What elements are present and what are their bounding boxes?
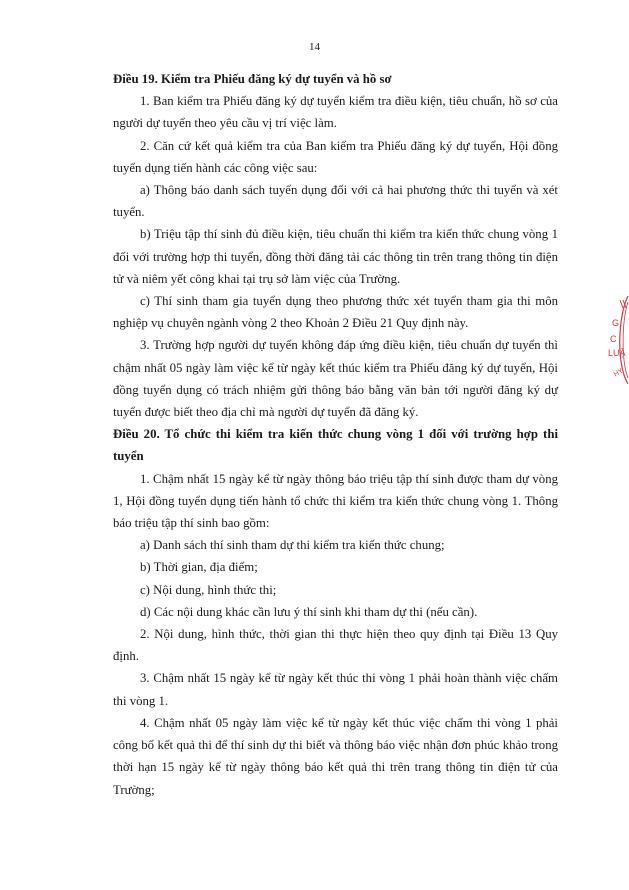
red-seal-stamp-icon (592, 294, 629, 386)
article-19-clause-2: 2. Căn cứ kết quả kiểm tra của Ban kiểm tra Phiếu đăng ký dự tuyển, Hội đồng tuyển dụng tiến hành các công việc sau: (113, 138, 558, 175)
article-19-item-b: b) Triệu tập thí sinh đủ điều kiện, tiêu chuẩn thi kiểm tra kiến thức chung vòng 1 đối với trường hợp thi tuyển, đồng thời đăng tải các thông tin trên trang thông tin điện tử và niêm yết công khai tại trụ sở làm việc của Trường. (113, 227, 558, 286)
article-20-clause-2: 2. Nội dung, hình thức, thời gian thi thực hiện theo quy định tại Điều 13 Quy định. (113, 627, 558, 664)
article-19-item-c: c) Thí sinh tham gia tuyển dụng theo phương thức xét tuyển tham gia thi môn nghiệp vụ chuyên ngành vòng 2 theo Khoản 2 Điều 21 Quy định này. (113, 294, 558, 331)
svg-text:G: G (612, 318, 620, 328)
svg-text:HY: HY (612, 367, 625, 379)
article-20-clause-3: 3. Chậm nhất 15 ngày kể từ ngày kết thúc thi vòng 1 phải hoàn thành việc chấm thi vòng 1. (113, 671, 558, 708)
article-20-item-b: b) Thời gian, địa điểm; (140, 560, 258, 575)
article-20-heading: Điều 20. Tổ chức thi kiểm tra kiến thức chung vòng 1 đối với trường hợp thi tuyển (113, 427, 558, 464)
article-20-clause-1: 1. Chậm nhất 15 ngày kể từ ngày thông báo triệu tập thí sinh được tham dự vòng 1, Hội đồng tuyển dụng tiến hành tổ chức thi kiểm tra kiến thức chung vòng 1. Thông báo triệu tập thí sinh bao gồm: (113, 471, 558, 531)
article-20-item-d: d) Các nội dung khác cần lưu ý thí sinh khi tham dự thi (nếu cần). (140, 604, 478, 619)
article-20-item-c: c) Nội dung, hình thức thi; (140, 582, 277, 597)
article-20-item-a: a) Danh sách thí sinh tham dự thi kiểm tra kiến thức chung; (140, 538, 445, 553)
article-19-item-a: a) Thông báo danh sách tuyển dụng đối với cả hai phương thức thi tuyển và xét tuyển. (113, 183, 558, 220)
article-20-clause-4: 4. Chậm nhất 05 ngày làm việc kể từ ngày kết thúc việc chấm thi vòng 1 phải công bố kết quả thi để thí sinh dự thi biết và thông báo việc nhận đơn phúc khảo trong thời hạn 15 ngày kể từ ngày thông báo kết quả thi trên trang thông tin điện tử của Trường; (113, 715, 558, 797)
page-number: 14 (309, 41, 320, 53)
article-19-heading: Điều 19. Kiểm tra Phiếu đăng ký dự tuyển và hồ sơ (113, 72, 392, 86)
article-19-clause-3: 3. Trường hợp người dự tuyển không đáp ứng điều kiện, tiêu chuẩn dự tuyển thì chậm nhất 05 ngày làm việc kể từ ngày kết thúc kiểm tra Phiếu đăng ký dự tuyển, Hội đồng tuyển dụng có trách nhiệm gửi thông báo bằng văn bản tới người đăng ký dự tuyển được biết theo địa chỉ mà người dự tuyển đã đăng ký. (113, 338, 558, 420)
svg-text:LUẬ: LUẬ (608, 348, 626, 358)
article-19-clause-1: 1. Ban kiểm tra Phiếu đăng ký dự tuyển kiểm tra điều kiện, tiêu chuẩn, hồ sơ của người dự tuyển theo yêu cầu vị trí việc làm. (113, 94, 558, 131)
document-body (113, 68, 558, 801)
svg-text:C: C (610, 334, 617, 344)
